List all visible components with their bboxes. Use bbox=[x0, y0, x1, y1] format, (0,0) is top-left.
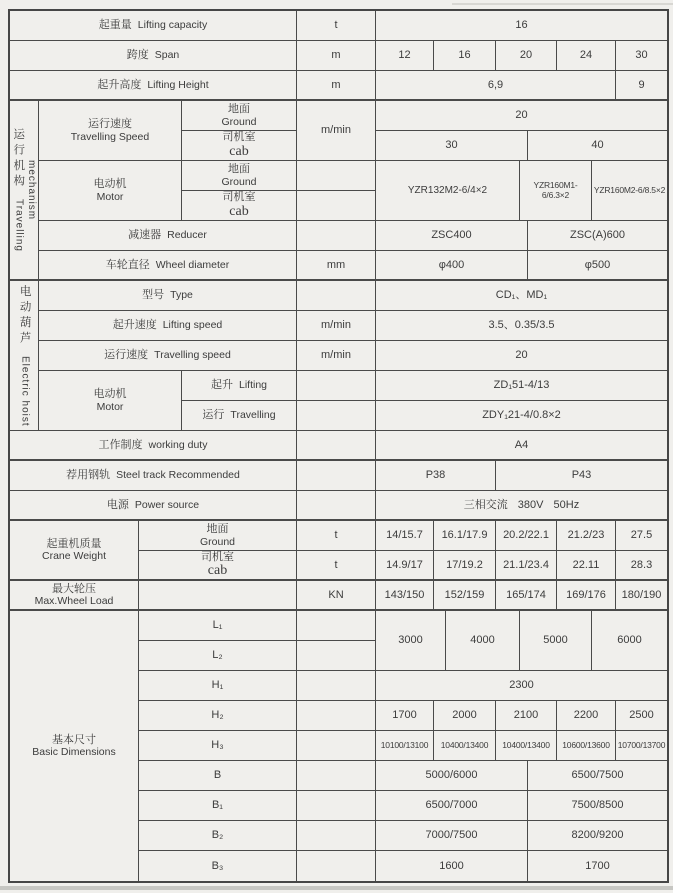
unit-empty bbox=[297, 611, 376, 641]
section-label-basic-dimensions: 基本尺寸 Basic Dimensions bbox=[10, 611, 139, 881]
unit-hoist-lifting-speed: m/min bbox=[297, 311, 376, 341]
value-reducer-b: ZSC(A)600 bbox=[528, 221, 667, 251]
unit-empty bbox=[297, 641, 376, 671]
unit-empty bbox=[297, 671, 376, 701]
unit-empty bbox=[297, 371, 376, 401]
value-L-4000: 4000 bbox=[446, 611, 520, 671]
crane-spec-table bbox=[8, 9, 669, 883]
value-L-5000: 5000 bbox=[520, 611, 592, 671]
value-cw-cab-1: 14.9/17 bbox=[376, 551, 434, 581]
section-label-travelling-mechanism: 运行机构Travelling mechanism bbox=[10, 101, 39, 281]
row-label-span: 跨度 Span bbox=[10, 41, 297, 71]
sub-label-empty bbox=[139, 581, 297, 611]
value-hoist-type: CD₁、MD₁ bbox=[376, 281, 667, 311]
sub-label-cab: 司机室 cab bbox=[182, 191, 297, 221]
value-span-30: 30 bbox=[616, 41, 667, 71]
sub-label-B2: B₂ bbox=[139, 821, 297, 851]
value-wload-4: 169/176 bbox=[557, 581, 616, 611]
value-H2-3: 2100 bbox=[496, 701, 557, 731]
unit-max-wheel-load: KN bbox=[297, 581, 376, 611]
value-track-p38: P38 bbox=[376, 461, 496, 491]
unit-span: m bbox=[297, 41, 376, 71]
value-motor-1: YZR132M2-6/4×2 bbox=[376, 161, 520, 221]
value-hoist-travel-speed: 20 bbox=[376, 341, 667, 371]
row-label-working-duty: 工作制度 working duty bbox=[10, 431, 297, 461]
value-wload-3: 165/174 bbox=[496, 581, 557, 611]
value-reducer-a: ZSC400 bbox=[376, 221, 528, 251]
value-cw-ground-4: 21.2/23 bbox=[557, 521, 616, 551]
unit-lifting-capacity: t bbox=[297, 11, 376, 41]
unit-empty bbox=[297, 821, 376, 851]
value-hoist-lifting-speed: 3.5、0.35/3.5 bbox=[376, 311, 667, 341]
sub-label-cab: 司机室 cab bbox=[182, 131, 297, 161]
sub-label-H1: H₁ bbox=[139, 671, 297, 701]
unit-empty bbox=[297, 221, 376, 251]
unit-empty bbox=[297, 701, 376, 731]
value-cw-ground-2: 16.1/17.9 bbox=[434, 521, 496, 551]
value-wload-5: 180/190 bbox=[616, 581, 667, 611]
sub-label-hoist-lifting: 起升 Lifting bbox=[182, 371, 297, 401]
scan-artifact-bottom-band bbox=[0, 886, 673, 890]
row-label-crane-weight: 起重机质量 Crane Weight bbox=[10, 521, 139, 581]
section-label-electric-hoist: 电动葫芦Electric hoist bbox=[10, 281, 39, 431]
unit-crane-weight-cab: t bbox=[297, 551, 376, 581]
sub-label-B3: B₃ bbox=[139, 851, 297, 881]
value-working-duty: A4 bbox=[376, 431, 667, 461]
value-cw-ground-1: 14/15.7 bbox=[376, 521, 434, 551]
row-label-max-wheel-load: 最大轮压 Max.Wheel Load bbox=[10, 581, 139, 611]
unit-empty bbox=[297, 791, 376, 821]
value-B2-b: 8200/9200 bbox=[528, 821, 667, 851]
row-label-steel-track: 荐用钢轨 Steel track Recommended bbox=[10, 461, 297, 491]
value-cw-cab-5: 28.3 bbox=[616, 551, 667, 581]
unit-crane-weight: t bbox=[297, 521, 376, 551]
value-lifting-height-b: 9 bbox=[616, 71, 667, 101]
row-label-reducer: 减速器 Reducer bbox=[39, 221, 297, 251]
unit-empty bbox=[297, 761, 376, 791]
value-span-20: 20 bbox=[496, 41, 557, 71]
value-hoist-motor-lifting: ZD₁51-4/13 bbox=[376, 371, 667, 401]
value-H3-4: 10600/13600 bbox=[557, 731, 616, 761]
row-label-power-source: 电源 Power source bbox=[10, 491, 297, 521]
sub-label-B: B bbox=[139, 761, 297, 791]
value-span-24: 24 bbox=[557, 41, 616, 71]
value-wheel-400: φ400 bbox=[376, 251, 528, 281]
unit-empty bbox=[297, 281, 376, 311]
sub-label-hoist-travelling: 运行 Travelling bbox=[182, 401, 297, 431]
value-cw-cab-3: 21.1/23.4 bbox=[496, 551, 557, 581]
sub-label-ground: 地面 Ground bbox=[182, 161, 297, 191]
row-label-type: 型号 Type bbox=[39, 281, 297, 311]
value-H2-4: 2200 bbox=[557, 701, 616, 731]
value-hoist-motor-travelling: ZDY₁21-4/0.8×2 bbox=[376, 401, 667, 431]
unit-empty bbox=[297, 851, 376, 881]
sub-label-ground: 地面 Ground bbox=[182, 101, 297, 131]
sub-label-L1: L₁ bbox=[139, 611, 297, 641]
sub-label-L2: L₂ bbox=[139, 641, 297, 671]
unit-wheel-diameter: mm bbox=[297, 251, 376, 281]
row-label-lifting-capacity: 起重量 Lifting capacity bbox=[10, 11, 297, 41]
value-B1-a: 6500/7000 bbox=[376, 791, 528, 821]
value-H2-1: 1700 bbox=[376, 701, 434, 731]
row-label-hoist-motor: 电动机 Motor bbox=[39, 371, 182, 431]
value-H3-3: 10400/13400 bbox=[496, 731, 557, 761]
unit-empty bbox=[297, 161, 376, 191]
value-B3-a: 1600 bbox=[376, 851, 528, 881]
unit-lifting-height: m bbox=[297, 71, 376, 101]
unit-hoist-travel-speed: m/min bbox=[297, 341, 376, 371]
sub-label-ground: 地面 Ground bbox=[139, 521, 297, 551]
value-wload-1: 143/150 bbox=[376, 581, 434, 611]
value-H2-2: 2000 bbox=[434, 701, 496, 731]
row-label-travelling-speed: 运行速度 Travelling Speed bbox=[39, 101, 182, 161]
unit-travelling-speed: m/min bbox=[297, 101, 376, 161]
value-H2-5: 2500 bbox=[616, 701, 667, 731]
value-power-source: 三相交流 380V 50Hz bbox=[376, 491, 667, 521]
value-B3-b: 1700 bbox=[585, 859, 610, 872]
value-speed-cab-40: 40 bbox=[528, 131, 667, 161]
value-L-6000: 6000 bbox=[592, 611, 667, 671]
value-wload-2: 152/159 bbox=[434, 581, 496, 611]
value-track-p43: P43 bbox=[496, 461, 667, 491]
value-H1: 2300 bbox=[376, 671, 667, 701]
value-B1-b: 7500/8500 bbox=[528, 791, 667, 821]
unit-empty bbox=[297, 431, 376, 461]
value-B-a: 5000/6000 bbox=[376, 761, 528, 791]
unit-empty bbox=[297, 401, 376, 431]
value-L-3000: 3000 bbox=[376, 611, 446, 671]
value-motor-2: YZR160M1-6/6.3×2 bbox=[520, 161, 592, 221]
value-speed-ground: 20 bbox=[376, 101, 667, 131]
value-lifting-capacity: 16 bbox=[376, 11, 667, 41]
sub-label-cab: 司机室 cab bbox=[139, 551, 297, 581]
unit-empty bbox=[297, 191, 376, 221]
scan-artifact-top-line bbox=[452, 3, 673, 5]
row-label-hoist-lifting-speed: 起升速度 Lifting speed bbox=[39, 311, 297, 341]
row-label-wheel-diameter: 车轮直径 Wheel diameter bbox=[39, 251, 297, 281]
value-lifting-height-a: 6,9 bbox=[376, 71, 616, 101]
sub-label-B1: B₁ bbox=[139, 791, 297, 821]
value-speed-cab-30: 30 bbox=[376, 131, 528, 161]
row-label-lifting-height: 起升高度 Lifting Height bbox=[10, 71, 297, 101]
unit-empty bbox=[297, 461, 376, 491]
row-label-hoist-travel-speed: 运行速度 Travelling speed bbox=[39, 341, 297, 371]
value-cw-cab-4: 22.11 bbox=[557, 551, 616, 581]
value-cw-ground-5: 27.5 bbox=[616, 521, 667, 551]
value-B2-a: 7000/7500 bbox=[376, 821, 528, 851]
value-span-16: 16 bbox=[434, 41, 496, 71]
value-H3-5: 10700/13700 bbox=[616, 731, 667, 761]
row-label-travel-motor: 电动机 Motor bbox=[39, 161, 182, 221]
value-H3-2: 10400/13400 bbox=[434, 731, 496, 761]
value-B-b: 6500/7500 bbox=[528, 761, 667, 791]
value-cw-ground-3: 20.2/22.1 bbox=[496, 521, 557, 551]
sub-label-H3: H₃ bbox=[139, 731, 297, 761]
sub-label-H2: H₂ bbox=[139, 701, 297, 731]
unit-empty bbox=[297, 491, 376, 521]
value-motor-3: YZR160M2-6/8.5×2 bbox=[592, 161, 667, 221]
value-span-12: 12 bbox=[376, 41, 434, 71]
value-wheel-500: φ500 bbox=[528, 251, 667, 281]
value-H3-1: 10100/13100 bbox=[376, 731, 434, 761]
value-cw-cab-2: 17/19.2 bbox=[434, 551, 496, 581]
unit-empty bbox=[297, 731, 376, 761]
